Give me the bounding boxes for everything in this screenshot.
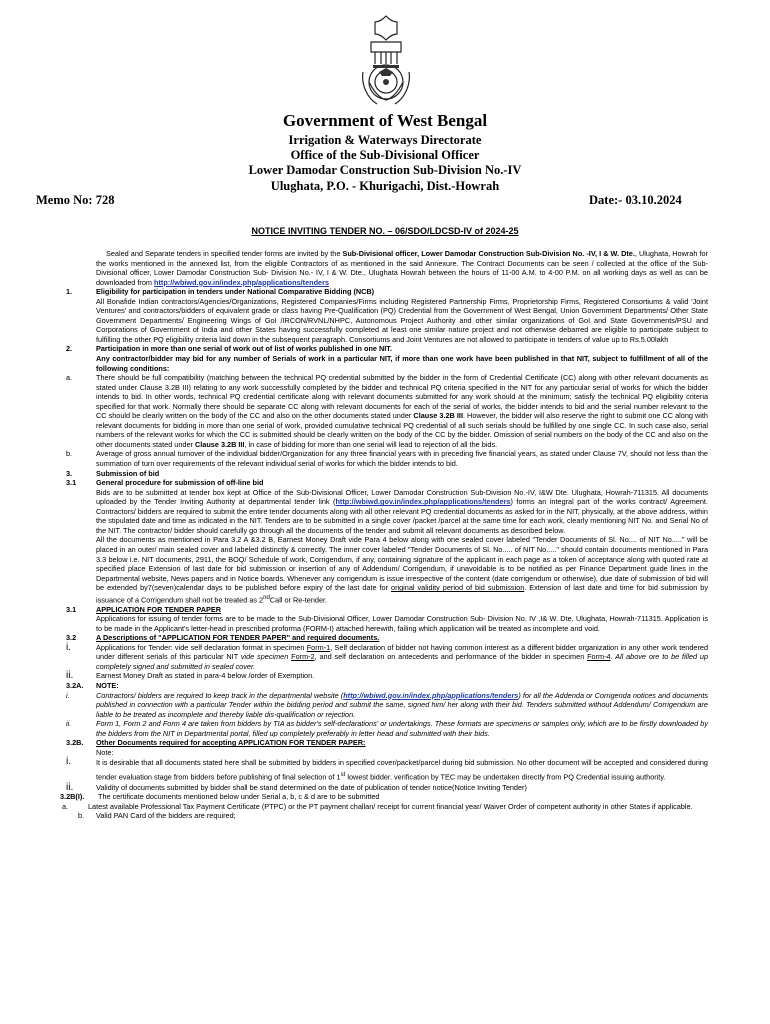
clause-text-2: . However, the bidder will also reserve the right to submit one CC along with relevant documents for bidding in more than one serial of work, provided cumulative technical PQ credential of all such serials should be fulfilled by one single CC. In such case also, serial numbers of the relevant works for which the CC is submitted should be clearly written on the body of the CC by the bidder. Omission of serial numbers on the body of the CC and also on the other documents stated under [96,411,708,449]
section-text-3: All the documents as mentioned in Para 3.2 A &3.2 B, Earnest Money Draft vide Para 4 below along with one sealed cover labeled "Tender Documents of Sl. No.... of NIT No....." will be placed in an outer/ main sealed cover and labeled distinctly & correctly. The inner cover labeled "Tender Documents of Sl. No..... of NIT No....." should contain documents mentioned in Para 3.3 below i.e. NIT documents, 2911, the BOQ/ Schedule of work, Corrigendum, if any, containing signature of the applicant in each page as a token of acceptance along with quoted rate at specified place Extension of last date for bid submission or insertion of any of Addendum/ Corrigendum, if unavoidable is to be notified as per Finance Department guide lines in the Departmental website, News papers and in Notice boards. Whenever any corrigendum is issue irrespective of the content (date corrigendum or otherwise), due date of submission of bid will be extended by7(seven)calendar days to be published before expiry of the last date for [96,535,708,593]
item-letter: a. [62,801,69,811]
notice-body [0,249,770,821]
intro-authority: Sub-Divisional officer, Lower Damodar Construction Sub-Division No. -IV, I & W. Dte. [342,249,635,258]
office-line: Office of the Sub-Divisional Officer [290,148,480,163]
clause-reference-2: Clause 3.2B III [194,439,245,449]
note-text: Contractors/ bidders are required to keep track in the departmental website ( [96,690,344,700]
tender-link[interactable]: http://wbiwd.gov.in/index.php/applications/tenders [335,497,511,507]
section-heading: APPLICATION FOR TENDER PAPER [96,604,221,614]
section-text-2: ) forms an integral part of the works contract/ Agreement. Contractors/ bidders are required to submit the entire tender documents along with all other relevant PQ credential documents as asked for in the NIT, physically, at the above address, within the stipulated date and time as indicated in the NIT. Tenders are to be submitted in a single cover /packet /parcel at the same time for each work, clearly mentioning NIT No. and Serial No of the NIT. The contractor/ bidder should carefully go through all the documents of the tender and submit all relevant documents as described below. [96,497,708,535]
clause-text: Average of gross annual turnover of the individual bidder/Organization for any three financial years with in preceding five financial years, as stated under Clause 7V, should not less than the summation of turn over requirements of the relevant individual serial of works for which the bidder intends to bid. [96,449,708,469]
section-number: 3.2A. [66,681,84,691]
note-ii [0,719,770,738]
item-number: ii. [66,670,74,682]
section-3-2a [0,681,770,691]
section-3-2b [0,738,770,757]
section-text-5: Call or Re-tender. [269,595,328,605]
note-number: ii. [66,719,72,729]
doc-item-ii [0,783,770,793]
section-number: 3.1 [66,604,77,614]
item-text: Validity of documents submitted by bidder shall be stand determined on the date of publication of tender notice(Notice Inviting Tender) [96,782,527,792]
form-2-ref: Form-2 [291,652,315,662]
west-bengal-seal-icon [357,12,415,108]
office-address-block [0,133,770,194]
item-text-2: lowest bidder. verification by TEC may be undertaken directly from PQ Credential issuing authority. [345,772,666,782]
section-number: 1. [66,287,73,297]
section-number: 3.2 [66,633,77,643]
item-number: ii. [66,781,74,793]
item-text-2: , Self declaration of bidder not having common interest as a different bidder organization in any other work tendered under different serials of this particular NIT [96,642,709,662]
subdivision-line: Lower Damodar Construction Sub-Division No.-IV [248,163,522,178]
tender-website-link[interactable]: http://wbiwd.gov.in/index.php/applications/tenders [154,277,330,287]
section-number: 3.2B(I). [60,792,85,802]
section-text: Bids are to be submitted at tender box kept at Office of the Sub-Divisional Officer, Lower Damodar Construction Sub-Division No.-IV, I&W Dte. Ulughata, Howrah-711315. All documents uploaded by the Tender Inviting Authority at departmental tender link ( [96,487,708,507]
item-ii [0,671,770,681]
section-3-2 [0,633,770,643]
note-number: i. [66,690,70,700]
memo-date: Date:- 03.10.2024 [589,193,682,207]
doc-item-i [0,757,770,782]
item-number: i. [66,756,71,768]
section-3-1 [0,478,770,605]
notice-title: NOTICE INVITING TENDER NO. – 06/SDO/LDCSD-IV of 2024-25 [251,226,519,236]
section-3 [0,469,770,479]
section-number: 3.1 [66,478,77,488]
item-number: i. [66,641,71,653]
note-text: Form 1, Form 2 and Form 4 are taken from bidders by TIA as bidder's self-declarations' or undertakings. These formats are specimens or samples only, which are to be firstly downloaded by the bidders from the NIT in Departmental portal, filled up completely preferably in letter head and submitted with their bids. [96,719,708,738]
item-text: Valid PAN Card of the bidders are required; [96,811,236,821]
section-text: Applications for issuing of tender forms are to be made to the Sub-Divisional Officer, Lower Damodar Construction Sub- Division No. IV ,I& W. Dte. Ulughata, Howrah-711315. Application is to be made in the Applicant's letter-head in prescribed proforma (FORM-I) attached herewith, failing which application will be treated as incomplete and void. [96,614,708,633]
validity-phrase: original validity period of bid submission [391,583,525,593]
clause-letter: b. [66,449,73,459]
note-text-2: ) for all the Addenda or Corrigenda notices and documents published in connection with a particular Tender within the bidding period and submit the same, signed him/ her along with their bid. Tenders submitted without Addendum/ Corrigendum are liable to be treated as incomplete and thereby liable dis-qualification or rejection. [96,690,708,719]
note-label: Note: [96,747,114,757]
item-italic: vide specimen [240,652,292,662]
directorate-line: Irrigation & Waterways Directorate [288,133,482,147]
clause-a [0,373,770,449]
item-text: Earnest Money Draft as stated in para-4 below /order of Exemption. [96,671,315,681]
clause-letter: a. [66,373,73,383]
form-1-ref: Form-1 [306,642,331,652]
section-text: All Bonafide Indian contractors/Agencies/Organizations, Registered Companies/Firms including Registered Partnership Firms, Proprietorship Firms, Registered Consortiums & valid 'Joint Ventures' and contractors/bidders of equivalent grade or class having Pre-Qualification (PQ) Credential from the Government of West Bengal, Union Government Departments/ Other State Government Departments/ Engineering Wings of GoI /IRCON/RVNL/NHPC, Autonomous Project Authority and other similar organizations of GoI and State Governments/PSU and Corporations of Government of India and other States having successfully completed at least one similar nature project and not otherwise debarred are eligible to participate subject to fulfilling the other PQ eligibility criteria laid down in the subsequent paragraph. Consortiums and Joint Ventures are not allowed to participate in tenders of value up to Rs.5.00lakh [96,296,708,344]
list-item-b [0,811,770,821]
form-4-ref: Form-4 [587,652,611,662]
list-item-a [0,802,770,812]
address-line: Ulughata, P.O. - Khurigachi, Dist.-Howrah [270,178,500,193]
section-heading: NOTE: [96,681,119,691]
section-heading: Submission of bid [96,468,160,478]
superscript: st [340,770,346,778]
note-i [0,691,770,720]
item-letter: b. [78,811,85,821]
section-number: 3. [66,468,73,478]
memo-number: Memo No: 728 [36,193,115,207]
clause-reference: Clause 3.2B III [413,411,463,421]
item-i [0,643,770,672]
item-text: Latest available Professional Tax Payment Certificate (PTPC) or the PT payment challan/ receipt for current financial year/ Waiver Order of competent authority in other States if applicable. [88,801,693,811]
government-title: Government of West Bengal [282,111,488,130]
intro-text-2: , Ulughata, Howrah for the works mentioned in the annexed list, from the eligible Contractors of as mentioned in the said Annexure. The Contract Documents can be seen / collected at the office of the Sub-Divisional officer, Lower Damodar Construction Sub- Division No.- IV, I & W. Dte., Ulughata Howrah between the hours of 11-00 A.M. to 4-00 P.M. on all working days as well as can be downloaded from [96,249,708,287]
item-text: It is desirable that all documents stated here shall be submitted by bidders in specified cover/packet/parcel during bid submission. No other document will be accepted and considered during tender evaluation stage from bidders before publishing of final selection of 1 [96,758,708,782]
section-1 [0,287,770,344]
section-heading: A Descriptions of "APPLICATION FOR TENDER PAPER" and required documents. [96,633,380,643]
item-italic-2: . All above ore to be filled up completely signed and submitted in sealed cover. [96,652,709,671]
item-text-3: , and self declaration on antecedents and performance of the bidder in specimen [314,652,588,662]
section-heading: Other Documents required for accepting APPLICATION FOR TENDER PAPER: [96,738,366,748]
section-3-2b-i [0,792,770,802]
section-2 [0,344,770,373]
departmental-website-link[interactable]: http://wbiwd.gov.in/index.php/applications/tenders [343,690,519,700]
intro-paragraph [0,249,770,287]
section-heading: Participation in more than one serial of work out of list of works published in one NIT. [96,344,392,354]
intro-text: Sealed and Separate tenders in specified tender forms are invited by the [106,249,343,258]
section-heading: Eligibility for participation in tenders under National Comparative Bidding (NCB) [96,287,375,297]
clause-b [0,449,770,468]
section-number: 3.2B. [66,738,84,748]
section-text-4: . Extension of last date and time for bid submission by issuance of a Corrigendum shall not be treated as 2 [96,583,709,605]
section-heading: General procedure for submission of off-line bid [96,478,264,488]
section-text: The certificate documents mentioned below under Serial a, b, c & d are to be submitted [98,792,380,802]
section-subheading: Any contractor/bidder may bid for any number of Serials of work in a particular NIT, if more than one work have been published in that NIT, subject to fulfillment of all of the following conditions: [96,354,708,373]
clause-text: There should be full compatibility (matching between the technical PQ credential submitted by the bidder in the form of Credential Certificate (CC) along with other relevant documents as stated under Clause 3.2B III) relating to any work successfully completed by the bidder and technical PQ criteria specified in the NIT for any particular serial of works for which the bidder intends to bid. In other words, technical PQ credential certificate along with relevant documents submitted for any work should at the minimum; satisfy the technical PQ eligibility criteria specified for that work. Normally there should be separate CC along with relevant documents for each of the serial of works, the bidder intends to bid and the serial number relevant to the CC should be clearly written on the body of the CC and also on the other documents stated under [96,373,708,421]
section-3-1-application [0,605,770,634]
clause-text-3: , in case of bidding for more than one serial will lead to rejection of all the bids. [244,439,498,449]
section-number: 2. [66,344,73,354]
superscript: nd [263,593,270,601]
item-text: Applications for Tender: vide self declaration format in specimen [96,642,307,652]
